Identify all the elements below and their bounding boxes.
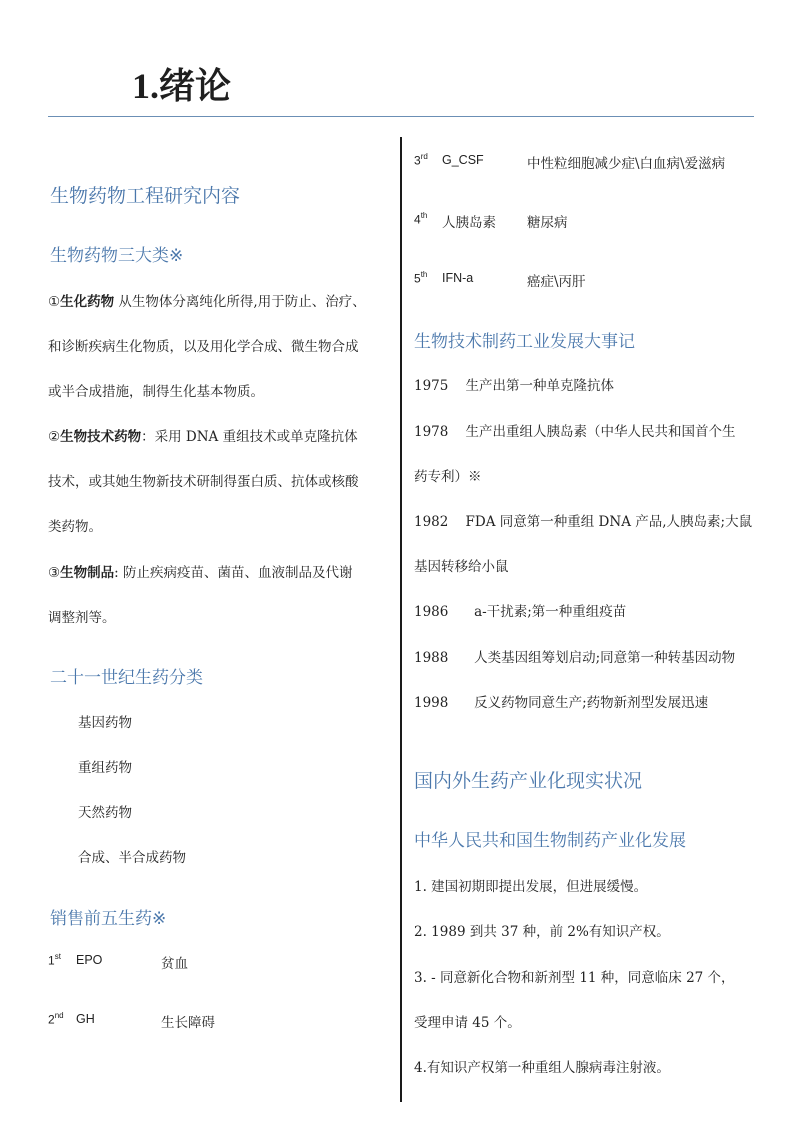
- event-text: 生产出第一种单克隆抗体: [465, 378, 615, 394]
- point-2: 2. 1989 到共 37 种，前 2%有知识产权。: [414, 924, 670, 940]
- event-text: 人类基因组筹划启动;同意第一种转基因动物: [474, 650, 736, 666]
- heading-21st-century: 二十一世纪生药分类: [50, 668, 203, 688]
- point-3: 3. - 同意新化合物和新剂型 11 种，同意临床 27 个，: [414, 970, 735, 986]
- column-divider: [400, 137, 402, 1102]
- top5-rank: 1: [48, 953, 55, 968]
- top5-row: [48, 952, 388, 972]
- top5-rank: 3: [414, 153, 421, 168]
- category-1-term: 生化药物: [60, 294, 115, 310]
- event-year: 1986: [414, 604, 449, 620]
- category-2-line-1: [48, 425, 358, 445]
- top5-rank: 5: [414, 271, 421, 286]
- category-3-text-1: : 防止疾病疫苗、菌苗、血液制品及代谢: [114, 565, 353, 581]
- event-continuation: 基因转移给小鼠: [414, 559, 509, 575]
- event-row: [414, 374, 614, 394]
- event-row: [414, 600, 626, 620]
- event-year: 1978: [414, 424, 449, 440]
- event-text: a-干扰素;第一种重组疫苗: [474, 604, 627, 620]
- category-3-line-1: [48, 561, 352, 581]
- top5-rank-suffix: nd: [54, 1011, 64, 1020]
- top5-indication: 贫血: [161, 956, 188, 972]
- event-row: [414, 420, 736, 440]
- category-1-line-2: 和诊断疾病生化物质，以及用化学合成、微生物合成: [48, 339, 359, 355]
- category-1-text-1: 从生物体分离纯化所得,用于防止、治疗、: [118, 294, 366, 310]
- category-2-line-3: 类药物。: [48, 519, 102, 535]
- page-title: 1.绪论: [132, 66, 232, 106]
- category-3-term: 生物制品: [60, 565, 115, 581]
- event-row: [414, 646, 735, 666]
- top5-rank-suffix: st: [54, 952, 61, 961]
- top5-row: [48, 1011, 388, 1031]
- class-item-synthetic: 合成、半合成药物: [78, 850, 186, 866]
- class-item-natural: 天然药物: [78, 805, 132, 821]
- top5-drug: G_CSF: [442, 153, 484, 167]
- top5-drug: 人胰岛素: [442, 215, 496, 231]
- category-1-line-3: 或半合成措施，制得生化基本物质。: [48, 384, 264, 400]
- top5-rank: 4: [414, 212, 421, 227]
- category-2-term: 生物技术药物: [60, 429, 142, 445]
- heading-milestones: 生物技术制药工业发展大事记: [414, 332, 635, 352]
- heading-three-categories: 生物药物三大类※: [50, 246, 184, 266]
- event-row: [414, 691, 708, 711]
- category-1-line-1: [48, 290, 366, 310]
- top5-row: [414, 211, 754, 231]
- point-4: 4.有知识产权第一种重组人腺病毒注射液。: [414, 1060, 670, 1076]
- top5-rank-suffix: th: [420, 270, 428, 279]
- event-text: 生产出重组人胰岛素（中华人民共和国首个生: [465, 424, 736, 440]
- point-1: 1. 建国初期即提出发展，但进展缓慢。: [414, 879, 648, 895]
- heading-industry-status: 国内外生药产业化现实状况: [414, 770, 643, 792]
- top5-indication: 糖尿病: [527, 215, 568, 231]
- event-text: FDA 同意第一种重组 DNA 产品,人胰岛素;大鼠: [465, 514, 753, 530]
- event-year: 1988: [414, 650, 449, 666]
- event-year: 1998: [414, 695, 449, 711]
- top5-drug: EPO: [76, 953, 103, 967]
- event-text: 反义药物同意生产;药物新剂型发展迅速: [474, 695, 709, 711]
- top5-indication: 中性粒细胞减少症\白血病\爱滋病: [527, 156, 726, 172]
- heading-top-five: 销售前五生药※: [50, 909, 167, 929]
- category-3-line-2: 调整剂等。: [48, 610, 116, 626]
- top5-drug: GH: [76, 1012, 95, 1026]
- event-continuation: 药专利）※: [414, 469, 482, 485]
- top5-row: [414, 270, 754, 290]
- top5-rank: 2: [48, 1012, 55, 1027]
- event-year: 1975: [414, 378, 449, 394]
- title-rule: [48, 116, 754, 117]
- category-1-prefix: ①: [48, 294, 61, 310]
- event-year: 1982: [414, 514, 449, 530]
- heading-research-content: 生物药物工程研究内容: [50, 185, 241, 207]
- class-item-gene: 基因药物: [78, 715, 132, 731]
- event-row: [414, 510, 752, 530]
- category-2-line-2: 技术，或其她生物新技术研制得蛋白质、抗体或核酸: [48, 474, 359, 490]
- category-2-prefix: ②: [48, 429, 61, 445]
- top5-drug: IFN-a: [442, 271, 474, 285]
- top5-rank-suffix: th: [420, 211, 428, 220]
- heading-china-industry: 中华人民共和国生物制药产业化发展: [414, 831, 686, 851]
- top5-row: [414, 152, 754, 172]
- top5-indication: 生长障碍: [161, 1015, 215, 1031]
- top5-rank-suffix: rd: [420, 152, 428, 161]
- category-2-text-1: ：采用 DNA 重组技术或单克隆抗体: [141, 429, 358, 445]
- point-3-continuation: 受理申请 45 个。: [414, 1015, 521, 1031]
- category-3-prefix: ③: [48, 565, 61, 581]
- class-item-recombinant: 重组药物: [78, 760, 132, 776]
- top5-indication: 癌症\丙肝: [527, 274, 586, 290]
